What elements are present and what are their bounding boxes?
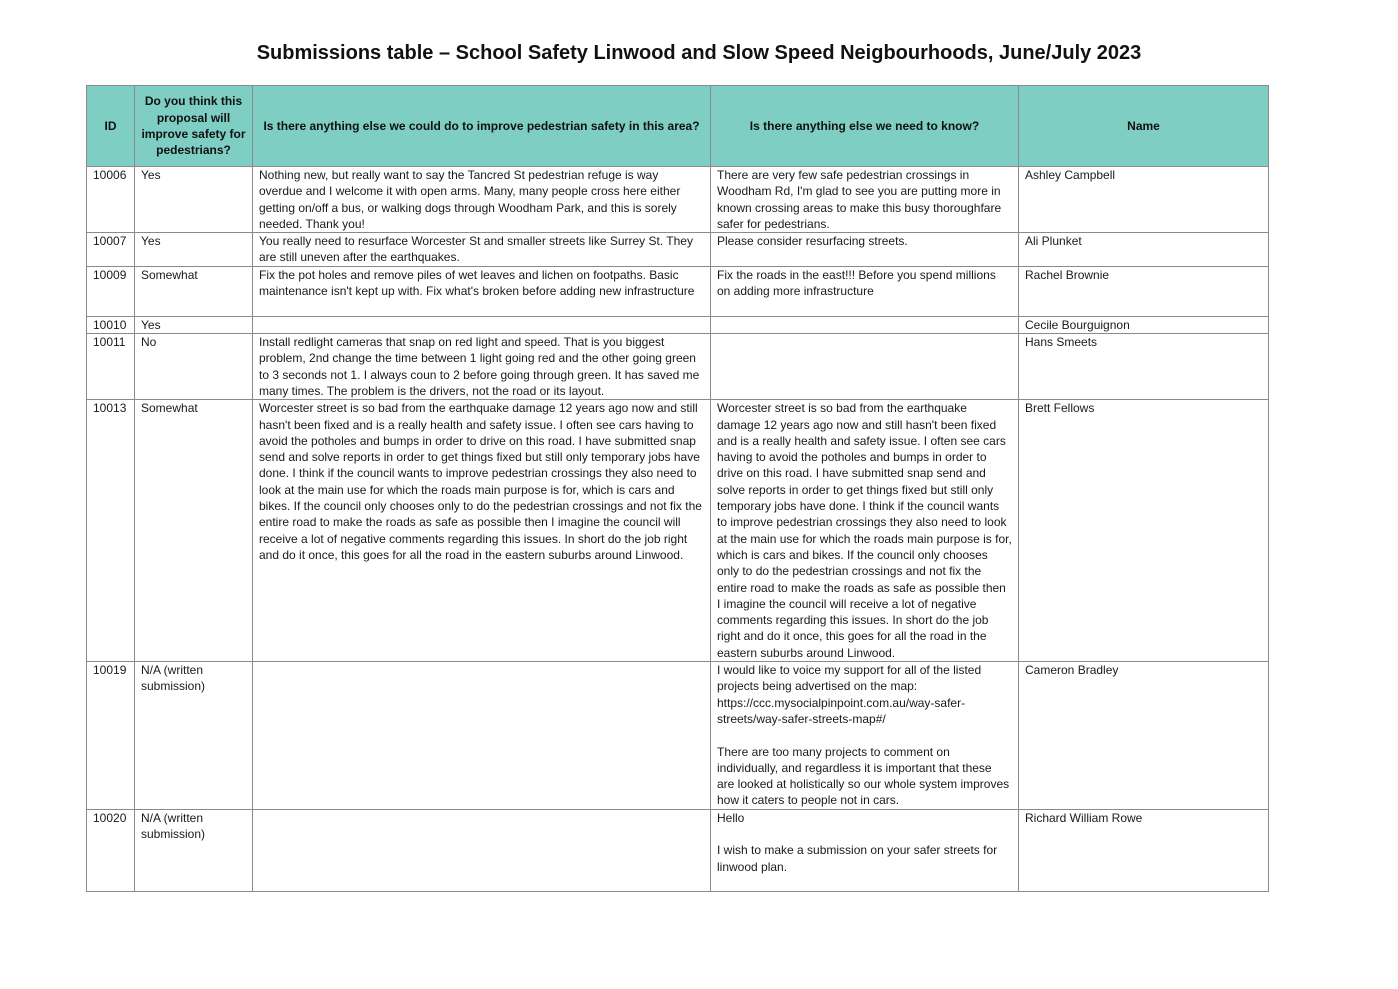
cell-improve: [253, 662, 711, 810]
cell-name: Hans Smeets: [1019, 334, 1269, 400]
document-title: Submissions table – School Safety Linwood and Slow Speed Neigbourhoods, June/July 2023: [256, 42, 1142, 64]
cell-else: Hello I wish to make a submission on your safer streets for linwood plan.: [711, 809, 1019, 891]
cell-else: Worcester street is so bad from the earthquake damage 12 years ago now and still hasn't been fixed and is a really health and safety issue. I often see cars having to avoid the potholes and bumps in order to drive on this road. I have submitted snap send and solve reports in order to get things fixed but still only temporary jobs have done. I think if the council wants to improve pedestrian crossings they also need to look at the main use for which the roads main purpose is for, which is cars and bikes. If the council only chooses only to do the pedestrian crossings and not fix the entire road to make the roads as safe as possible then I imagine the council will receive a lot of negative comments regarding this issues. In short do the job right and do it once, this goes for all the road in the eastern suburbs around Linwood.: [711, 400, 1019, 662]
cell-else: I would like to voice my support for all of the listed projects being advertised on the map: https://ccc.mysocialpinpoint.com.au/way-safer-streets/way-safer-streets-map#/ There are too many projects to comment on individually, and regardless it is important that these are looked at holistically so our whole system improves how it caters to people not in cars.: [711, 662, 1019, 810]
header-anything-else-improve: Is there anything else we could do to improve pedestrian safety in this area?: [253, 86, 711, 167]
table-row: [87, 167, 1269, 233]
cell-answer: Somewhat: [135, 400, 253, 662]
cell-answer: N/A (written submission): [135, 662, 253, 810]
cell-else: Fix the roads in the east!!! Before you spend millions on adding more infrastructure: [711, 266, 1019, 316]
cell-else: [711, 334, 1019, 400]
cell-name: Ali Plunket: [1019, 233, 1269, 267]
cell-id: 10013: [87, 400, 135, 662]
cell-id: 10020: [87, 809, 135, 891]
header-improve-safety: Do you think this proposal will improve safety for pedestrians?: [135, 86, 253, 167]
cell-answer: No: [135, 334, 253, 400]
table-row: [87, 233, 1269, 267]
cell-name: Cameron Bradley: [1019, 662, 1269, 810]
cell-improve: Install redlight cameras that snap on red light and speed. That is you biggest problem, 2nd change the time between 1 light going red and the other going green to 3 seconds not 1. I always coun to 2 before going through green. It has saved me many times. The problem is the drivers, not the road or its layout.: [253, 334, 711, 400]
cell-else: There are very few safe pedestrian crossings in Woodham Rd, I'm glad to see you are putting more in known crossing areas to make this busy thoroughfare safer for pedestrians.: [711, 167, 1019, 233]
cell-name: Brett Fellows: [1019, 400, 1269, 662]
table-row: [87, 662, 1269, 810]
cell-answer: Yes: [135, 167, 253, 233]
cell-id: 10019: [87, 662, 135, 810]
cell-name: Ashley Campbell: [1019, 167, 1269, 233]
cell-improve: Fix the pot holes and remove piles of wet leaves and lichen on footpaths. Basic maintenance isn't kept up with. Fix what's broken before adding new infrastructure: [253, 266, 711, 316]
cell-answer: Yes: [135, 233, 253, 267]
cell-id: 10011: [87, 334, 135, 400]
header-row: [87, 86, 1269, 167]
cell-answer: Somewhat: [135, 266, 253, 316]
table-row: [87, 266, 1269, 316]
cell-name: Cecile Bourguignon: [1019, 316, 1269, 333]
header-id: ID: [87, 86, 135, 167]
cell-improve: Worcester street is so bad from the earthquake damage 12 years ago now and still hasn't been fixed and is a really health and safety issue. I often see cars having to avoid the potholes and bumps in order to drive on this road. I have submitted snap send and solve reports in order to get things fixed but still only temporary jobs have done. I think if the council wants to improve pedestrian crossings they also need to look at the main use for which the roads main purpose is for, which is cars and bikes. If the council only chooses only to do the pedestrian crossings and not fix the entire road to make the roads as safe as possible then I imagine the council will receive a lot of negative comments regarding this issues. In short do the job right and do it once, this goes for all the road in the eastern suburbs around Linwood.: [253, 400, 711, 662]
submissions-table: [86, 85, 1269, 892]
cell-improve: [253, 809, 711, 891]
cell-id: 10006: [87, 167, 135, 233]
table-row: [87, 334, 1269, 400]
cell-id: 10010: [87, 316, 135, 333]
cell-improve: [253, 316, 711, 333]
table-row: [87, 316, 1269, 333]
header-anything-else-know: Is there anything else we need to know?: [711, 86, 1019, 167]
cell-else: [711, 316, 1019, 333]
cell-improve: Nothing new, but really want to say the Tancred St pedestrian refuge is way overdue and I welcome it with open arms. Many, many people cross here either getting on/off a bus, or walking dogs through Woodham Park, and this is sorely needed. Thank you!: [253, 167, 711, 233]
cell-else: Please consider resurfacing streets.: [711, 233, 1019, 267]
table-row: [87, 809, 1269, 891]
cell-id: 10009: [87, 266, 135, 316]
cell-name: Richard William Rowe: [1019, 809, 1269, 891]
header-name: Name: [1019, 86, 1269, 167]
cell-answer: N/A (written submission): [135, 809, 253, 891]
cell-answer: Yes: [135, 316, 253, 333]
cell-improve: You really need to resurface Worcester St and smaller streets like Surrey St. They are still uneven after the earthquakes.: [253, 233, 711, 267]
cell-name: Rachel Brownie: [1019, 266, 1269, 316]
cell-id: 10007: [87, 233, 135, 267]
table-row: [87, 400, 1269, 662]
